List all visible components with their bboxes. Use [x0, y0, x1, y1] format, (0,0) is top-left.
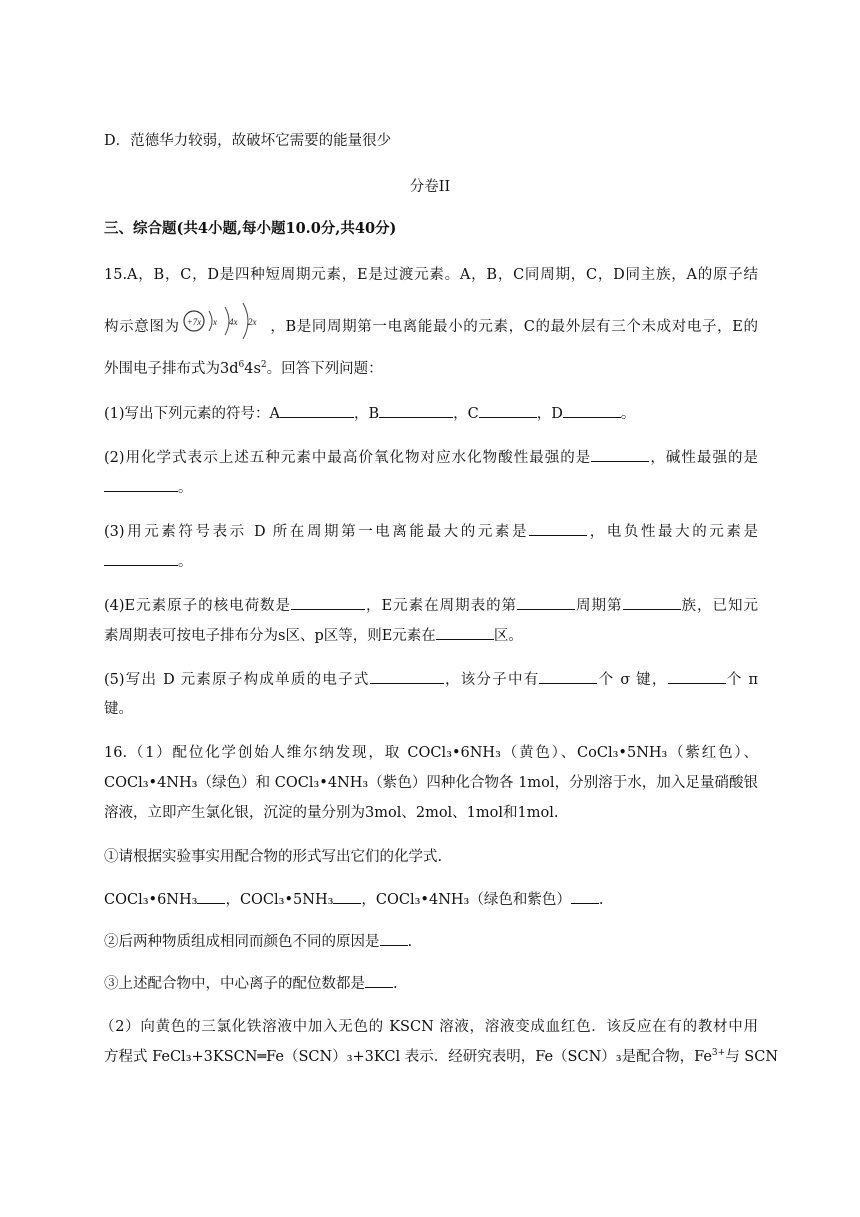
q16-part-2-line-2 [104, 1047, 779, 1067]
q15-part-5-line-1 [104, 669, 758, 690]
answer-blank-c[interactable] [479, 403, 537, 418]
q15-part-2-line-1 [104, 447, 758, 468]
answer-blank-acid[interactable] [591, 447, 649, 462]
atom-shell-3: 2x [247, 317, 257, 327]
q16-s2-end: . [407, 934, 413, 950]
answer-blank-block[interactable] [436, 625, 494, 640]
q16-formulas [104, 889, 758, 910]
option-d: D．范德华力较弱，故破坏它需要的能量很少 [104, 133, 392, 149]
section-title: 分卷II [409, 179, 451, 195]
atom-shell-1: x [212, 317, 217, 327]
answer-blank-b[interactable] [379, 403, 453, 418]
q15-part-5-line-2: 键。 [104, 701, 133, 717]
answer-blank-base[interactable] [104, 477, 178, 492]
q15-part-4-line-2 [104, 625, 758, 646]
q15-part-3-line-1 [104, 521, 758, 542]
answer-blank-color-reason[interactable] [380, 931, 408, 946]
q15-p1-text-d: ，D [536, 406, 563, 422]
q15-p5-text-b: ，该分子中有 [443, 672, 540, 688]
q15-line-3a: 外围电子排布式为3d [104, 361, 239, 377]
q15-p4-text-b: ，E元素在周期表的第 [365, 598, 518, 614]
q16-p2-text-b: 与 SCN [725, 1049, 779, 1065]
q15-p4-text-f: 区。 [493, 628, 523, 644]
q15-p5-text-a: (5)写出 D 元素原子构成单质的电子式 [104, 672, 370, 688]
answer-blank-electronegativity[interactable] [104, 551, 178, 566]
q15-line-3 [104, 359, 758, 379]
q16-sub-2 [104, 931, 758, 952]
q16-formula-3: ，COCl₃•4NH₃（绿色和紫色） [361, 892, 571, 908]
q16-p2-sup: 3+ [711, 1048, 726, 1059]
part-title: 三、综合题(共4小题,每小题10.0分,共40分) [104, 220, 397, 237]
q15-sup-2: 2 [260, 360, 267, 371]
answer-blank-a[interactable] [280, 403, 354, 418]
q15-p1-text-a: (1)写出下列元素的符号：A [104, 406, 281, 422]
atom-structure-diagram [182, 299, 268, 345]
answer-blank-d[interactable] [563, 403, 621, 418]
q15-p3-text-b: ，电负性最大的元素是 [587, 524, 758, 540]
answer-blank-f2[interactable] [333, 889, 361, 904]
q15-p3-text-a: (3)用元素符号表示 D 所在周期第一电离能最大的元素是 [104, 524, 530, 540]
q15-p3-text-c: 。 [178, 554, 193, 570]
q16-sub-3 [104, 973, 758, 994]
q15-p5-text-d: 个 π [725, 672, 759, 688]
q15-part-3-line-2 [104, 551, 758, 572]
q15-p2-text-a: (2)用化学式表示上述五种元素中最高价氧化物对应水化物酸性最强的是 [104, 450, 592, 466]
q15-p4-text-e: 素周期表可按电子排布分为s区、p区等，则E元素在 [104, 628, 436, 644]
q15-p1-text-e: 。 [620, 406, 636, 422]
answer-blank-ionization[interactable] [529, 521, 587, 536]
q16-p2-text-a: 方程式 FeCl₃+3KSCN═Fe（SCN）₃+3KCl 表示．经研究表明，Fe（SCN）₃是配合物，Fe [104, 1049, 712, 1065]
q16-s2-text: ②后两种物质组成相同而颜色不同的原因是 [104, 934, 380, 950]
q16-line-3: 溶液，立即产生氯化银，沉淀的量分别为3mol、2mol、1mol和1mol. [104, 805, 559, 821]
q15-line-2b: ，B是同周期第一电离能最小的元素，C的最外层有三个未成对电子，E的 [269, 319, 758, 335]
answer-blank-coordination[interactable] [365, 973, 393, 988]
q15-line-3c: 。回答下列问题： [266, 361, 383, 377]
answer-blank-group[interactable] [623, 595, 681, 610]
q15-line-1: 15.A，B，C，D是四种短周期元素，E是过渡元素。A，B，C同周期，C，D同主族，A的原子结 [104, 267, 758, 283]
q16-s3-text: ③上述配合物中，中心离子的配位数都是 [104, 976, 365, 992]
q15-p1-text-c: ，C [453, 406, 479, 422]
answer-blank-f1[interactable] [197, 889, 225, 904]
q15-p4-text-d: 族，已知元 [680, 598, 759, 614]
q15-p2-text-c: 。 [178, 480, 193, 496]
q16-formula-end: . [598, 892, 604, 908]
q16-sub-1: ①请根据实验事实用配合物的形式写出它们的化学式. [104, 849, 443, 865]
q15-part-1 [104, 403, 758, 424]
q15-line-2 [104, 309, 758, 345]
q15-part-2-line-2 [104, 477, 758, 498]
q15-sup-1: 6 [238, 360, 245, 371]
q15-part-4-line-1 [104, 595, 758, 616]
q16-formula-2: ，COCl₃•5NH₃ [225, 892, 334, 908]
q15-p2-text-b: ，碱性最强的是 [649, 450, 759, 466]
q16-formula-1: COCl₃•6NH₃ [104, 892, 198, 908]
answer-blank-pi[interactable] [668, 669, 726, 684]
answer-blank-period[interactable] [517, 595, 575, 610]
q15-line-2a: 构示意图为 [104, 319, 180, 335]
q15-p4-text-a: (4)E元素原子的核电荷数是 [104, 598, 292, 614]
answer-blank-f3[interactable] [571, 889, 599, 904]
answer-blank-charge[interactable] [291, 595, 365, 610]
q15-line-3b: 4s [244, 361, 261, 377]
atom-nucleus: +7x [186, 317, 201, 327]
q15-p1-text-b: ，B [354, 406, 380, 422]
q16-line-1: 16.（1）配位化学创始人维尔纳发现，取 COCl₃•6NH₃（黄色）、CoCl₃•5NH₃（紫红色）、 [104, 745, 758, 761]
answer-blank-electron-formula[interactable] [370, 669, 444, 684]
q16-line-2: COCl₃•4NH₃（绿色）和 COCl₃•4NH₃（紫色）四种化合物各 1mol，分别溶于水，加入足量硝酸银 [104, 775, 758, 791]
answer-blank-sigma[interactable] [539, 669, 597, 684]
atom-shell-2: 4x [228, 317, 238, 327]
q16-s3-end: . [393, 976, 398, 992]
q15-p4-text-c: 周期第 [575, 598, 623, 614]
q15-p5-text-c: 个 σ 键， [597, 672, 668, 688]
q16-part-2-line-1: （2）向黄色的三氯化铁溶液中加入无色的 KSCN 溶液，溶液变成血红色．该反应在有的教材中用 [100, 1019, 758, 1035]
